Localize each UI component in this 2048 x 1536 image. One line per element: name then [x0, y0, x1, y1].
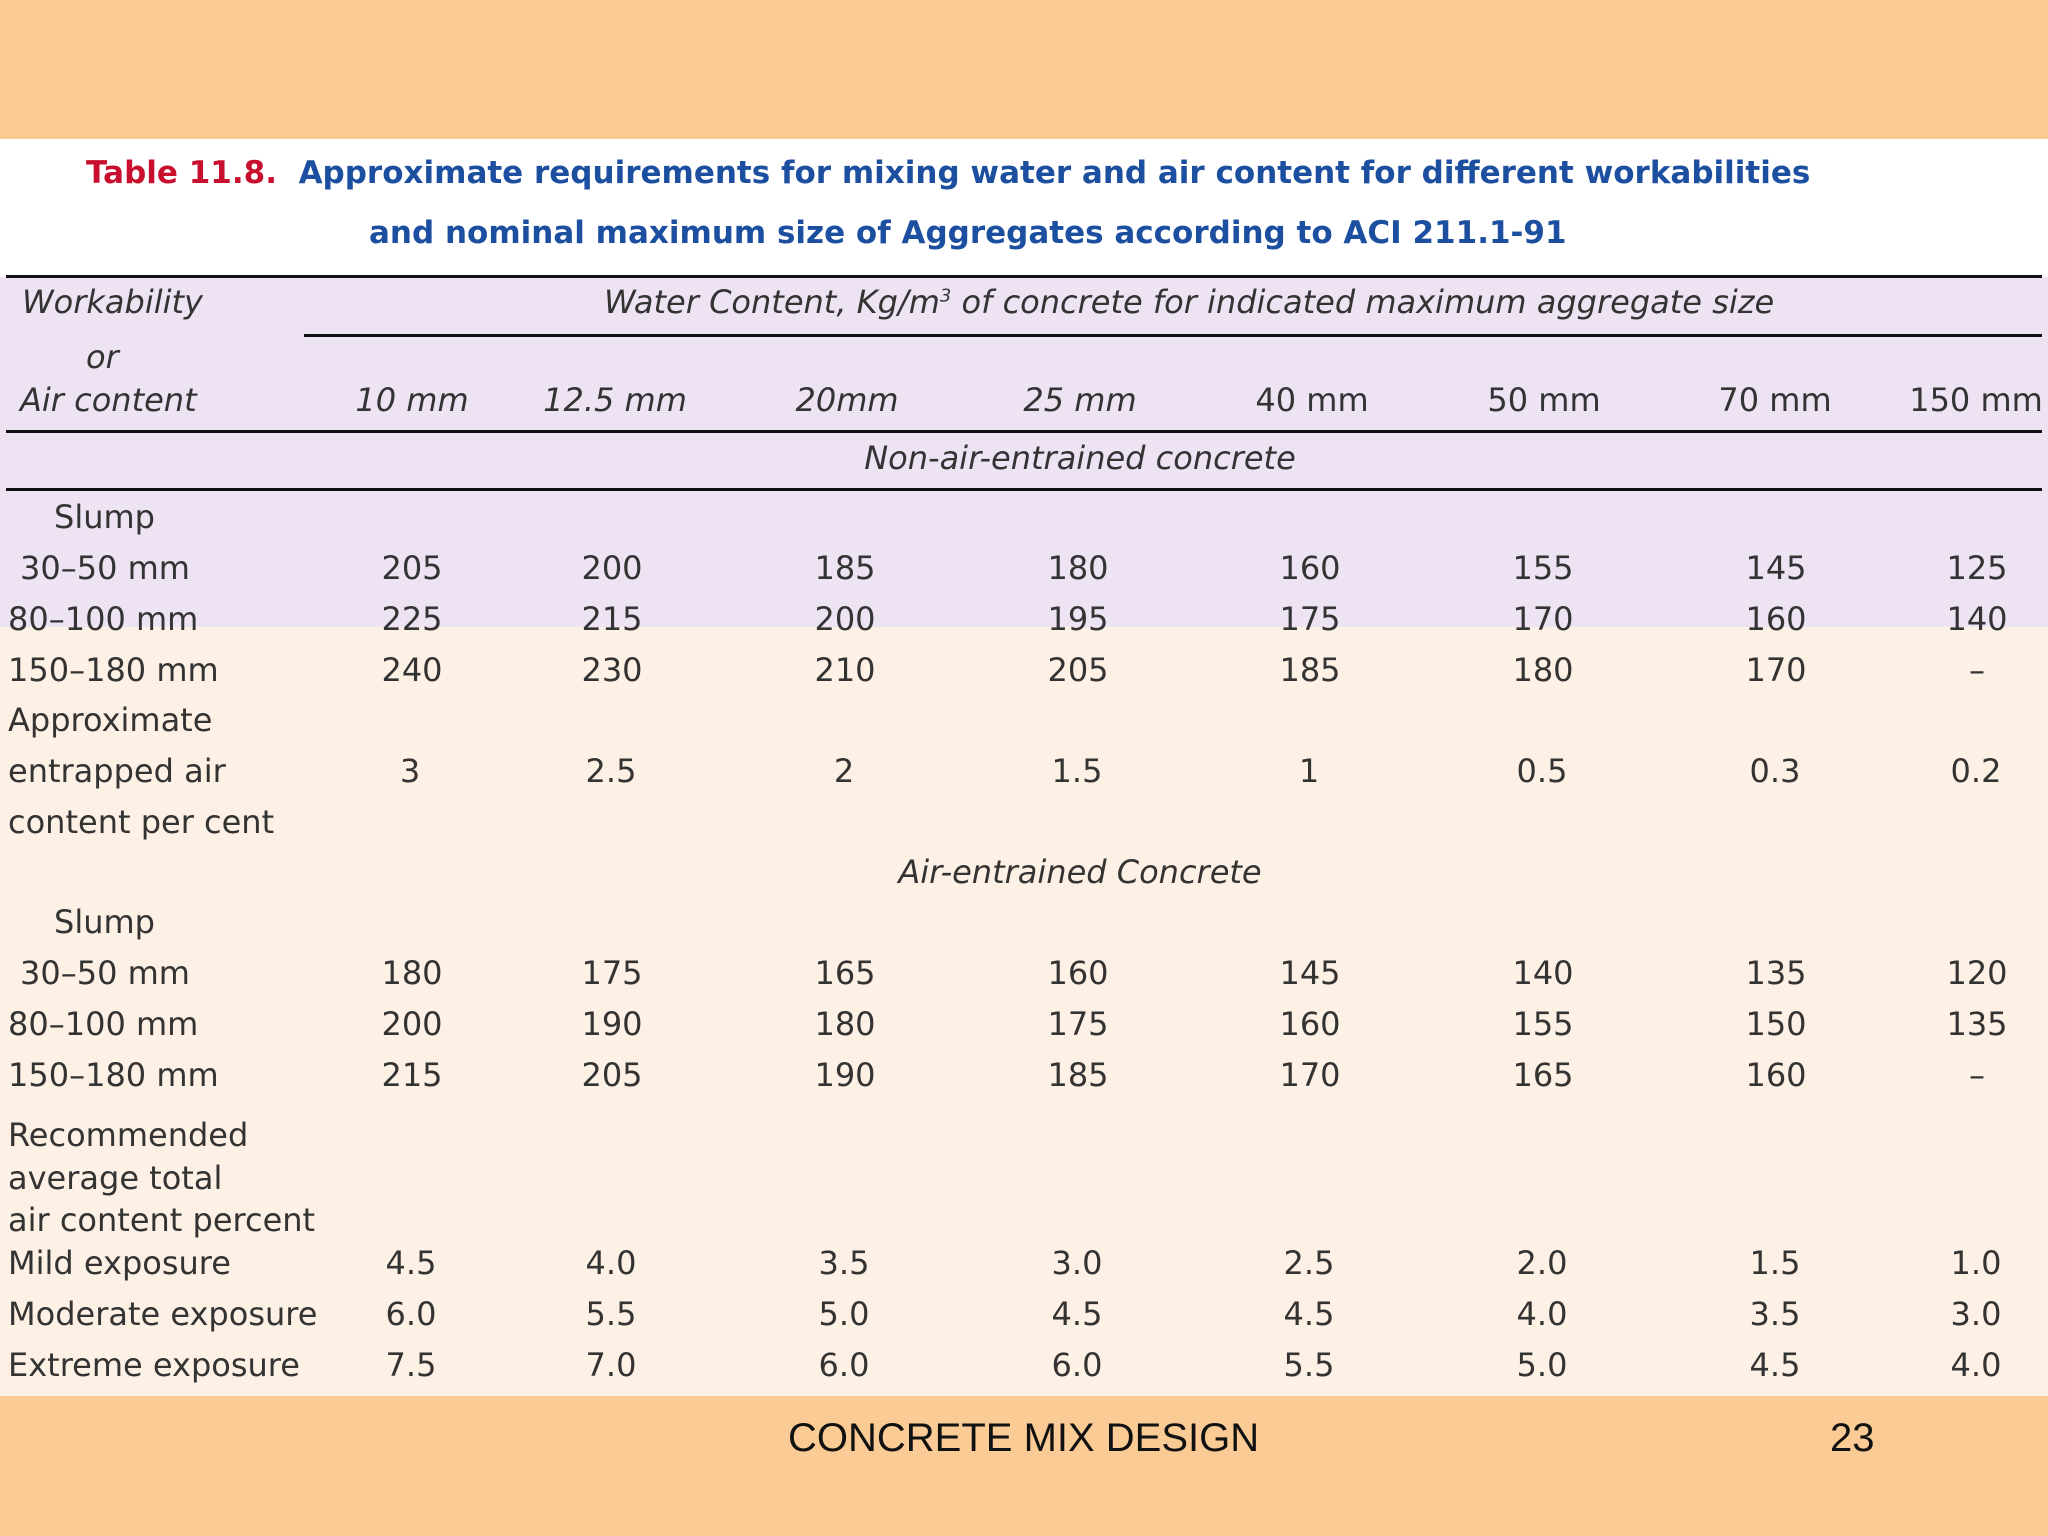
recommended-label-1: Recommended	[8, 1116, 249, 1154]
table-cell: 155	[1512, 549, 1574, 587]
recommended-label-3: air content percent	[8, 1201, 316, 1239]
row-label: 150–180 mm	[8, 1056, 219, 1094]
row-label: Extreme exposure	[8, 1346, 300, 1384]
table-cell: 185	[814, 549, 876, 587]
caption-line-2: and nominal maximum size of Aggregates according to ACI 211.1-91	[369, 215, 1567, 251]
col-header-12-5mm: 12.5 mm	[543, 381, 687, 419]
table-cell: 3.0	[1950, 1295, 2002, 1333]
table-cell: 140	[1512, 954, 1574, 992]
section-title-non-air: Non-air-entrained concrete	[864, 439, 1296, 477]
row-header-label-1: Workability	[22, 283, 203, 321]
entrapped-label-2: entrapped air	[8, 752, 226, 790]
table-cell: 195	[1047, 600, 1109, 638]
slump-label-non-air: Slump	[54, 498, 155, 536]
table-cell: 200	[581, 549, 643, 587]
slump-label-air: Slump	[54, 903, 155, 941]
footer-title: CONCRETE MIX DESIGN	[788, 1416, 1260, 1460]
row-label: 150–180 mm	[8, 651, 219, 689]
group-rule	[304, 334, 2042, 337]
row-label: Mild exposure	[8, 1244, 231, 1282]
table-cell: 215	[381, 1056, 443, 1094]
table-cell: 145	[1745, 549, 1807, 587]
table-cell: 180	[814, 1005, 876, 1043]
table-cell: 4.5	[1749, 1346, 1801, 1384]
section-rule	[6, 488, 2042, 491]
table-cell: 6.0	[818, 1346, 870, 1384]
section-title-air: Air-entrained Concrete	[898, 853, 1262, 891]
table-cell: –	[1969, 1056, 1985, 1094]
table-cell: 160	[1279, 549, 1341, 587]
table-cell: 180	[381, 954, 443, 992]
table-cell: 7.0	[585, 1346, 637, 1384]
table-cell: 3.0	[1051, 1244, 1103, 1282]
caption-label: Table 11.8.	[86, 155, 277, 191]
table-cell: 170	[1745, 651, 1807, 689]
table-cell: 140	[1946, 600, 2008, 638]
table-cell: 180	[1512, 651, 1574, 689]
row-label: 80–100 mm	[8, 1005, 199, 1043]
caption-line-1	[86, 155, 1810, 191]
table-cell: 185	[1047, 1056, 1109, 1094]
col-header-25mm: 25 mm	[1023, 381, 1137, 419]
table-cell: 0.5	[1516, 752, 1568, 790]
table-cell: 210	[814, 651, 876, 689]
row-label: Moderate exposure	[8, 1295, 318, 1333]
table-cell: 165	[814, 954, 876, 992]
table-cell: 120	[1946, 954, 2008, 992]
table-cell: 205	[381, 549, 443, 587]
table-cell: 3.5	[1749, 1295, 1801, 1333]
table-cell: 200	[814, 600, 876, 638]
table-cell: 230	[581, 651, 643, 689]
row-label: 30–50 mm	[20, 954, 190, 992]
table-cell: 5.0	[818, 1295, 870, 1333]
col-header-20mm: 20mm	[795, 381, 899, 419]
table-cell: 6.0	[385, 1295, 437, 1333]
table-cell: 150	[1745, 1005, 1807, 1043]
table-cell: 160	[1745, 600, 1807, 638]
table-cell: 4.0	[1950, 1346, 2002, 1384]
table-cell: 160	[1047, 954, 1109, 992]
table-11-8	[0, 139, 2048, 1396]
table-cell: 185	[1279, 651, 1341, 689]
column-group-header: Water Content, $Kg/m^3$ of concrete for indicated maximum aggregate size	[604, 283, 1775, 321]
table-cell: 240	[381, 651, 443, 689]
table-cell: 1.5	[1051, 752, 1103, 790]
table-cell: 155	[1512, 1005, 1574, 1043]
table-cell: 175	[581, 954, 643, 992]
table-cell: 160	[1745, 1056, 1807, 1094]
row-header-label-2: or	[86, 338, 119, 376]
table-cell: 5.0	[1516, 1346, 1568, 1384]
page-number: 23	[1830, 1416, 1875, 1460]
table-cell: 175	[1279, 600, 1341, 638]
table-cell: 2.5	[1283, 1244, 1335, 1282]
table-cell: 4.5	[1283, 1295, 1335, 1333]
table-cell: 165	[1512, 1056, 1574, 1094]
col-header-70mm: 70 mm	[1718, 381, 1832, 419]
top-rule	[6, 275, 2042, 278]
table-cell: 205	[1047, 651, 1109, 689]
table-cell: 190	[581, 1005, 643, 1043]
table-cell: 5.5	[585, 1295, 637, 1333]
table-cell: 225	[381, 600, 443, 638]
table-cell: 7.5	[385, 1346, 437, 1384]
row-label: 30–50 mm	[20, 549, 190, 587]
table-cell: 1.0	[1950, 1244, 2002, 1282]
row-header-label-3: Air content	[20, 381, 197, 419]
table-cell: 200	[381, 1005, 443, 1043]
table-cell: 170	[1279, 1056, 1341, 1094]
table-cell: 2.5	[585, 752, 637, 790]
table-cell: 5.5	[1283, 1346, 1335, 1384]
table-cell: 4.0	[1516, 1295, 1568, 1333]
table-cell: 180	[1047, 549, 1109, 587]
table-cell: 160	[1279, 1005, 1341, 1043]
col-header-150mm: 150 mm	[1909, 381, 2043, 419]
table-cell: 2	[833, 752, 855, 790]
table-cell: 190	[814, 1056, 876, 1094]
table-cell: 6.0	[1051, 1346, 1103, 1384]
table-cell: 175	[1047, 1005, 1109, 1043]
table-cell: 3	[399, 752, 421, 790]
table-cell: 1	[1298, 752, 1320, 790]
table-cell: 4.5	[1051, 1295, 1103, 1333]
row-label: 80–100 mm	[8, 600, 199, 638]
entrapped-label-1: Approximate	[8, 701, 213, 739]
table-cell: 2.0	[1516, 1244, 1568, 1282]
header-bottom-rule	[6, 430, 2042, 433]
recommended-label-2: average total	[8, 1159, 223, 1197]
table-cell: 0.3	[1749, 752, 1801, 790]
col-header-40mm: 40 mm	[1255, 381, 1369, 419]
table-cell: 4.5	[385, 1244, 437, 1282]
table-cell: 215	[581, 600, 643, 638]
table-caption	[0, 139, 2048, 277]
table-cell: 3.5	[818, 1244, 870, 1282]
caption-text-1: Approximate requirements for mixing water and air content for different workabilities	[298, 155, 1811, 191]
entrapped-label-3: content per cent	[8, 803, 275, 841]
table-cell: 145	[1279, 954, 1341, 992]
col-header-10mm: 10 mm	[355, 381, 469, 419]
table-cell: 135	[1946, 1005, 2008, 1043]
table-cell: 1.5	[1749, 1244, 1801, 1282]
table-cell: –	[1969, 651, 1985, 689]
slide-top-band	[0, 0, 2048, 139]
col-header-50mm: 50 mm	[1487, 381, 1601, 419]
table-cell: 205	[581, 1056, 643, 1094]
table-cell: 0.2	[1950, 752, 2002, 790]
table-cell: 4.0	[585, 1244, 637, 1282]
table-cell: 170	[1512, 600, 1574, 638]
table-cell: 125	[1946, 549, 2008, 587]
table-cell: 135	[1745, 954, 1807, 992]
